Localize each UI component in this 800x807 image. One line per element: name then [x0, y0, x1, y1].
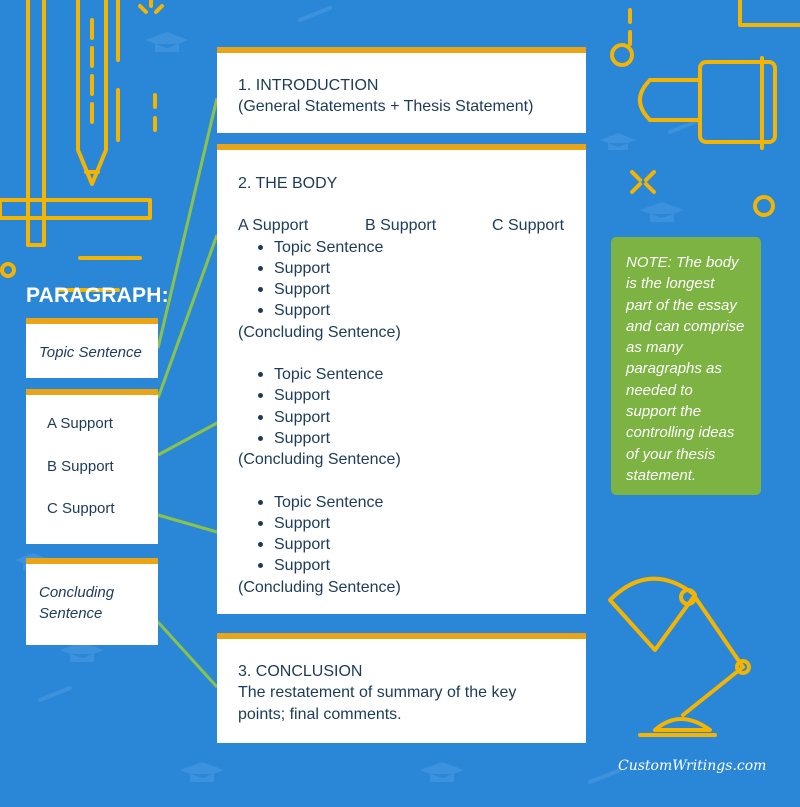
graduation-cap-icon	[60, 642, 104, 662]
concluding-label-line: Concluding	[39, 584, 115, 601]
topic-sentence-label: Topic Sentence	[39, 344, 142, 361]
topic-sentence-card	[26, 318, 158, 378]
diploma-icon	[40, 688, 70, 700]
support-label: C Support	[47, 500, 115, 517]
connector-line	[158, 423, 217, 455]
circle-accent	[755, 197, 773, 215]
note-line: part of the essay	[626, 296, 737, 314]
list-item: Support	[238, 534, 586, 555]
list-item: Topic Sentence	[238, 492, 586, 513]
diploma-icon	[590, 770, 620, 782]
introduction-detail: (General Statements + Thesis Statement)	[238, 98, 534, 116]
graduation-cap-icon	[145, 32, 189, 52]
sparkle-icon	[140, 0, 162, 12]
body-card	[217, 144, 586, 614]
circle-accent	[612, 45, 632, 65]
pencil-icon	[78, 0, 106, 184]
support-c-label: C Support	[492, 217, 565, 235]
concluding-sentence-note: (Concluding Sentence)	[238, 451, 401, 469]
graduation-cap-icon	[640, 202, 684, 222]
list-item: Support	[238, 513, 586, 534]
conclusion-heading: 3. CONCLUSION	[238, 663, 363, 680]
support-b-label: B Support	[365, 217, 437, 235]
note-line: support the	[626, 403, 702, 421]
note-box	[611, 237, 761, 495]
list-item: Support	[238, 407, 586, 428]
list-item: Topic Sentence	[238, 364, 586, 385]
support-card	[26, 389, 158, 544]
conclusion-line: points; final comments.	[238, 705, 402, 723]
brand-watermark: CustomWritings.com	[618, 758, 767, 774]
diploma-icon	[300, 8, 330, 20]
introduction-heading: 1. INTRODUCTION	[238, 77, 379, 94]
list-item: Support	[238, 555, 586, 576]
connector-line	[158, 98, 217, 348]
note-line: controlling ideas	[626, 424, 735, 442]
note-line: NOTE: The body	[626, 254, 739, 271]
paragraph-title: PARAGRAPH:	[26, 284, 169, 307]
graduation-cap-icon	[420, 762, 464, 782]
body-heading: 2. THE BODY	[238, 175, 338, 192]
conclusion-line: The restatement of summary of the key	[238, 684, 517, 702]
note-line: as many	[626, 339, 683, 357]
body-paragraph-group	[238, 364, 586, 449]
note-line: statement.	[626, 466, 697, 484]
support-labels-row	[238, 215, 586, 236]
graduation-cap-icon	[600, 133, 636, 150]
support-a-label: A Support	[238, 217, 309, 235]
concluding-sentence-note: (Concluding Sentence)	[238, 323, 401, 341]
connector-line	[158, 515, 217, 532]
concluding-sentence-note: (Concluding Sentence)	[238, 578, 401, 596]
body-paragraph-group	[238, 237, 586, 322]
pen-icon	[0, 0, 150, 245]
list-item: Support	[238, 279, 586, 300]
body-paragraph-group	[238, 492, 586, 577]
support-label: B Support	[47, 457, 114, 475]
list-item: Support	[238, 258, 586, 279]
stamp-icon	[640, 0, 800, 148]
graduation-cap-icon	[180, 762, 224, 782]
list-item: Support	[238, 428, 586, 449]
sparkle-icon	[632, 172, 654, 192]
support-label: A Support	[47, 415, 113, 432]
note-line: of your thesis	[626, 445, 716, 463]
desk-lamp-icon	[610, 579, 749, 735]
list-item: Support	[238, 300, 586, 321]
circle-accent	[2, 264, 14, 276]
note-line: and can comprise	[626, 317, 745, 335]
conclusion-card	[217, 633, 586, 743]
note-line: is the longest	[626, 275, 715, 293]
concluding-sentence-card	[26, 558, 158, 645]
connector-line	[158, 622, 217, 687]
introduction-card	[217, 47, 586, 133]
note-line: needed to	[626, 381, 693, 399]
list-item: Topic Sentence	[238, 237, 586, 258]
list-item: Support	[238, 385, 586, 406]
note-line: paragraphs as	[626, 360, 722, 378]
concluding-label-line: Sentence	[39, 605, 103, 622]
